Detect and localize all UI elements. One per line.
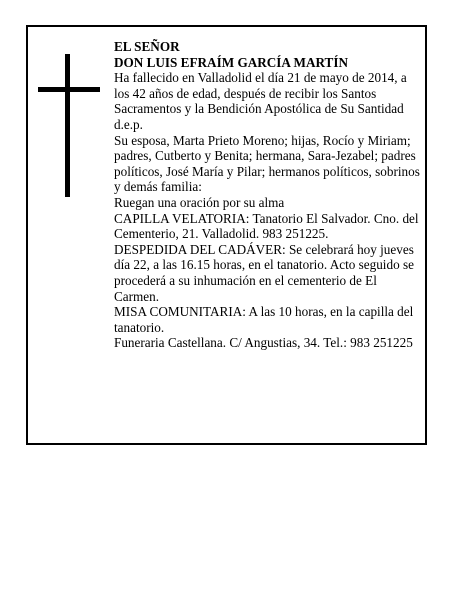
deceased-name: DON LUIS EFRAÍM GARCÍA MARTÍN (114, 54, 348, 70)
funeral-details: DESPEDIDA DEL CADÁVER: Se celebrará hoy jueves día 22, a las 16.15 horas, en el tanatorio. Acto seguido se procederá a su inhumación en el cementerio de El Carmen. (114, 241, 414, 304)
family-list: Su esposa, Marta Prieto Moreno; hijas, Rocío y Miriam; padres, Cutberto y Benita; hermana, Sara-Jezabel; padres políticos, José María y Pilar; hermanos políticos, sobrinos y demás familia: (114, 132, 420, 195)
death-announcement: Ha fallecido en Valladolid el día 21 de mayo de 2014, a los 42 años de edad, después de recibir los Santos Sacramentos y la Bendición Apostólica de Su Santidad d.e.p. (114, 70, 407, 132)
cross-vertical-bar (65, 54, 70, 197)
cross-icon (38, 54, 100, 197)
prayer-request: Ruegan una oración por su alma (114, 194, 285, 210)
funeral-home: Funeraria Castellana. C/ Angustias, 34. Tel.: 983 251225 (114, 335, 413, 351)
cross-horizontal-bar (38, 87, 100, 92)
wake-location: CAPILLA VELATORIA: Tanatorio El Salvador. Cno. del Cementerio, 21. Valladolid. 983 251225. (114, 210, 419, 242)
notice-title: EL SEÑOR (114, 39, 180, 54)
community-mass: MISA COMUNITARIA: A las 10 horas, en la capilla del tanatorio. (114, 304, 414, 335)
obituary-text (114, 39, 424, 351)
